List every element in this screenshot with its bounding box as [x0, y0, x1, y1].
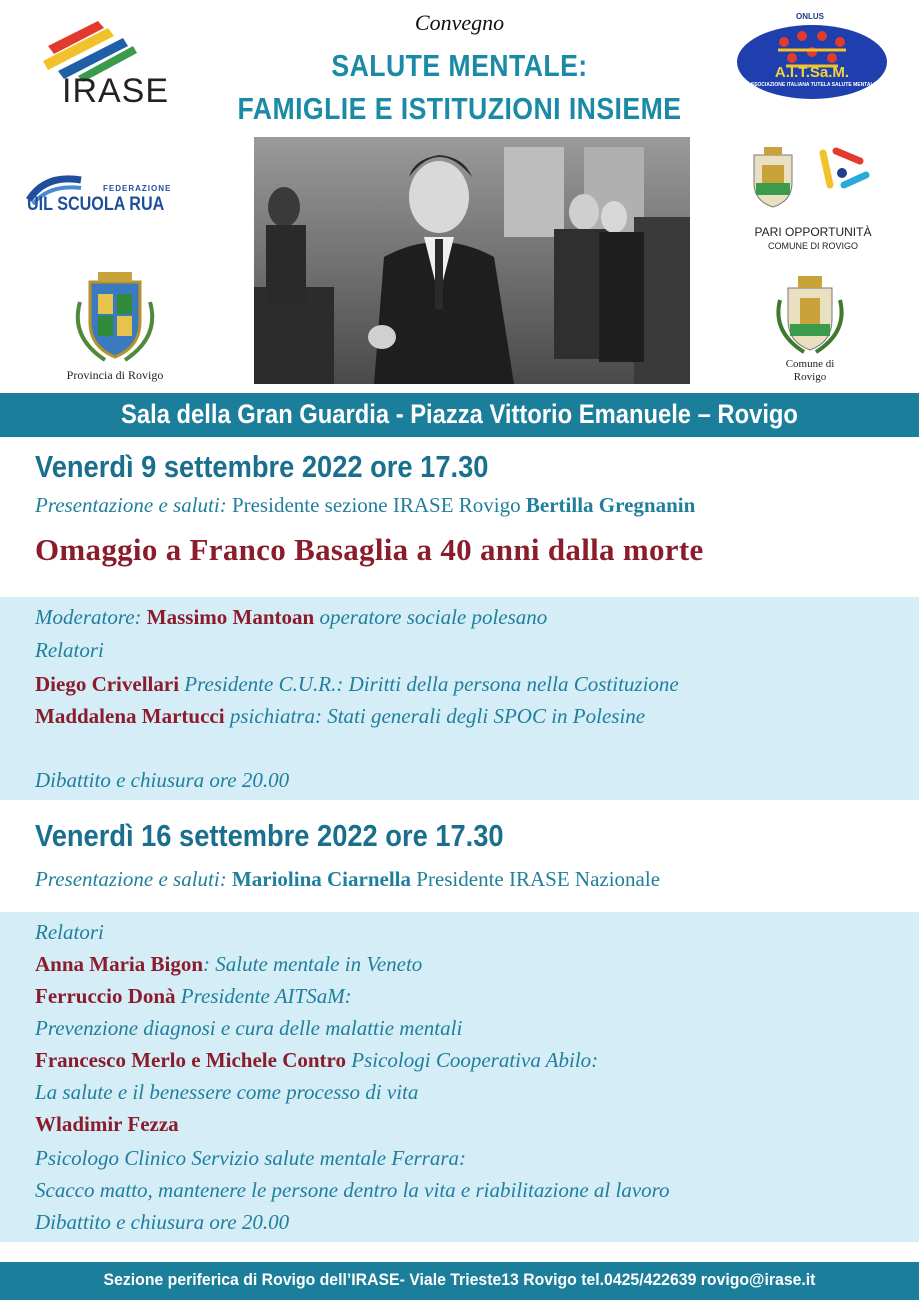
speaker-name: Maddalena Martucci: [35, 704, 225, 728]
speaker-desc: Presidente AITSaM:: [175, 984, 352, 1008]
day1-program-panel: [0, 597, 919, 800]
day2-speaker-4-role: Psicologo Clinico Servizio salute mentale Ferrara:: [35, 1146, 467, 1170]
day2-speaker-4: Wladimir Fezza: [35, 1112, 179, 1136]
day2-relatori-label: Relatori: [35, 920, 104, 944]
uil-federazione: FEDERAZIONE: [103, 184, 172, 193]
speaker-name: Francesco Merlo e Michele Contro: [35, 1048, 346, 1072]
speaker-desc: Psicologi Cooperativa Abilo:: [346, 1048, 599, 1072]
convegno-label: Convegno: [414, 10, 505, 35]
day2-speaker-2-topic: Prevenzione diagnosi e cura delle malattie mentali: [35, 1016, 463, 1040]
day1-speaker-2: [35, 704, 645, 729]
comune-line2: Rovigo: [793, 371, 827, 383]
aitsam-logo: [736, 12, 888, 100]
speaker-desc: Presidente C.U.R.: Diritti della persona nella Costituzione: [179, 672, 679, 696]
omaggio-title: Omaggio a Franco Basaglia a 40 anni dalla morte: [35, 532, 704, 567]
speaker-name: Anna Maria Bigon: [35, 952, 204, 976]
aitsam-onlus: ONLUS: [796, 12, 824, 21]
uil-wordmark: UIL SCUOLA RUA: [27, 194, 165, 215]
day2-speaker-4-topic: Scacco matto, mantenere le persone dentro la vita e riabilitazione al lavoro: [35, 1178, 670, 1202]
day2-presentation: [35, 867, 660, 892]
pari-opportunita-logo: [748, 143, 878, 258]
day2-pres-label: Presentazione e saluti:: [35, 867, 227, 891]
speaker-desc: : Salute mentale in Veneto: [203, 952, 423, 976]
day2-closing: Dibattito e chiusura ore 20.00: [35, 1210, 290, 1234]
provincia-rovigo-logo: [60, 272, 170, 384]
speaker-name: Ferruccio Donà: [35, 984, 176, 1008]
day1-closing: Dibattito e chiusura ore 20.00: [35, 768, 290, 792]
day2-pres-name: Mariolina Ciarnella: [226, 867, 412, 891]
day1-pres-label: Presentazione e saluti:: [35, 493, 227, 517]
moderatore-label: Moderatore:: [35, 605, 142, 629]
day1-pres-text: Presidente sezione IRASE Rovigo: [226, 493, 526, 517]
aitsam-subtitle: ASSOCIAZIONE ITALIANA TUTELA SALUTE MENTALE: [747, 82, 877, 88]
day1-heading: Venerdì 9 settembre 2022 ore 17.30: [35, 449, 489, 484]
day2-speaker-1: [35, 952, 422, 977]
comune-rovigo-logo: [760, 272, 860, 384]
event-title-line1: SALUTE MENTALE:: [331, 48, 588, 83]
day2-speaker-3: [35, 1048, 598, 1073]
event-title-line2: FAMIGLIE E ISTITUZIONI INSIEME: [237, 91, 682, 126]
aitsam-name: A.I.T.Sa.M.: [774, 64, 850, 81]
comune-line1: Comune di: [785, 358, 835, 370]
day2-speaker-2: [35, 984, 352, 1009]
footer-contact: Sezione periferica di Rovigo dell’IRASE- Viale Trieste13 Rovigo tel.0425/422639 rovigo@irase.it: [103, 1270, 816, 1289]
moderatore-role: operatore sociale polesano: [314, 605, 548, 629]
irase-logo: [38, 16, 174, 108]
day2-program-panel: [0, 912, 919, 1242]
provincia-caption: Provincia di Rovigo: [66, 368, 164, 382]
pari-line1: PARI OPPORTUNITÀ: [754, 225, 872, 239]
moderatore-line: [35, 605, 547, 630]
pari-line2: COMUNE DI ROVIGO: [767, 241, 858, 251]
moderatore-name: Massimo Mantoan: [141, 605, 315, 629]
venue-text: Sala della Gran Guardia - Piazza Vittorio Emanuele – Rovigo: [121, 399, 798, 429]
uil-scuola-logo: [25, 170, 190, 220]
day2-pres-text: Presidente IRASE Nazionale: [411, 867, 661, 891]
speaker-name: Diego Crivellari: [35, 672, 180, 696]
day2-heading: Venerdì 16 settembre 2022 ore 17.30: [35, 818, 504, 853]
day1-pres-name: Bertilla Gregnanin: [525, 493, 696, 517]
day1-relatori-label: Relatori: [35, 638, 104, 662]
irase-wordmark: IRASE: [62, 72, 170, 110]
day2-speaker-3-topic: La salute e il benessere come processo di vita: [35, 1080, 419, 1104]
day1-speaker-1: [35, 672, 679, 697]
speaker-desc: psichiatra: Stati generali degli SPOC in Polesine: [224, 704, 646, 728]
day1-presentation: [35, 493, 695, 518]
franco-basaglia-photo: [254, 137, 690, 384]
